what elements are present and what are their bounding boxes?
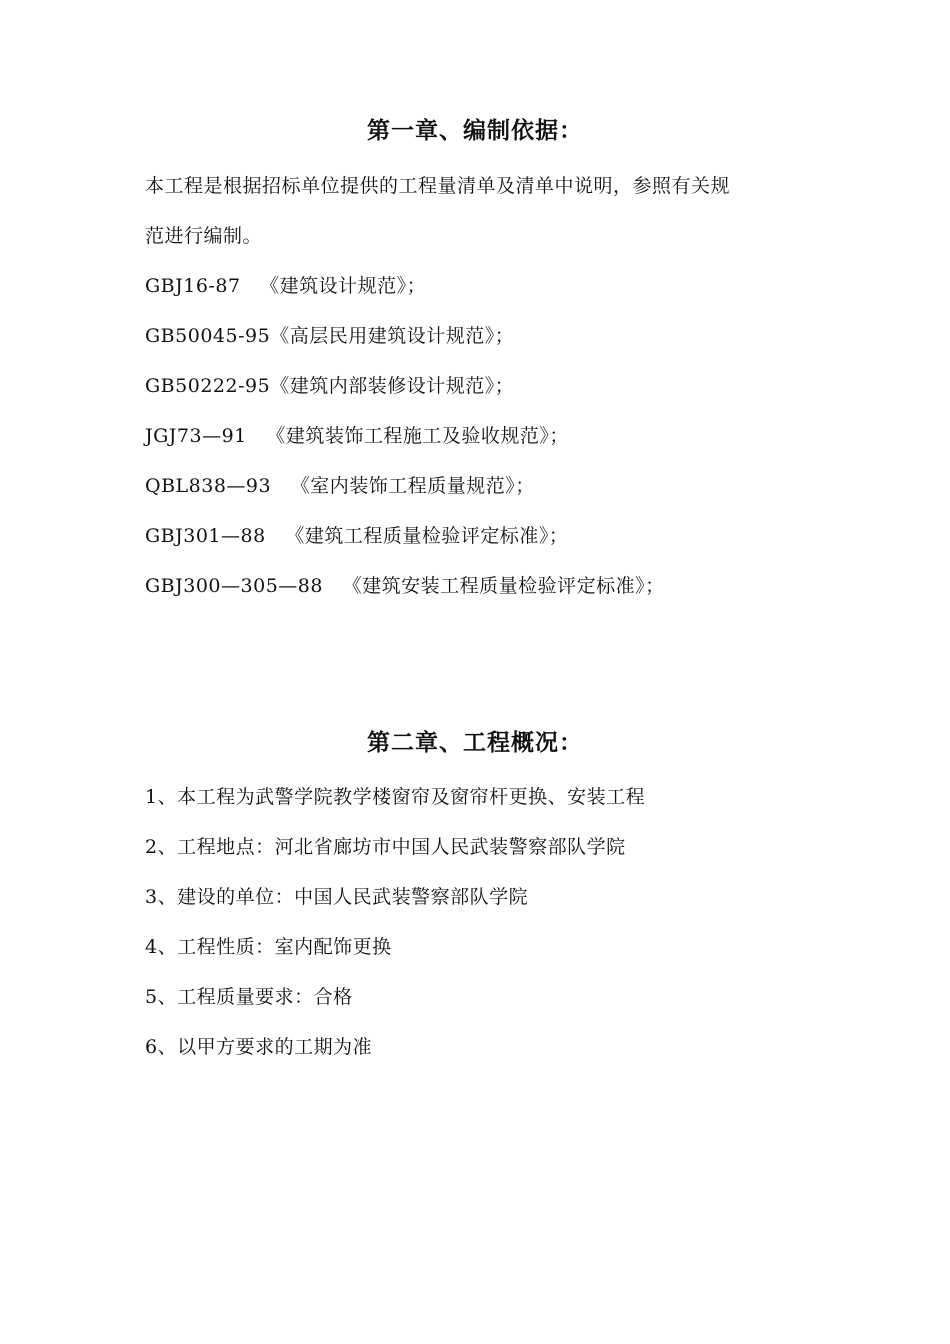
reference-item	[145, 322, 825, 350]
overview-item: 3、建设的单位：中国人民武装警察部队学院	[145, 886, 529, 908]
reference-item	[145, 472, 825, 500]
reference-item	[145, 422, 825, 450]
reference-code: GB50045-95	[145, 325, 271, 347]
reference-code: GBJ301—88	[145, 525, 266, 547]
overview-item: 4、工程性质：室内配饰更换	[145, 936, 392, 958]
reference-name: 《建筑设计规范》；	[260, 275, 427, 297]
chapter1-title: 第一章、编制依据：	[367, 118, 583, 144]
overview-item: 6、以甲方要求的工期为准	[145, 1036, 373, 1058]
reference-code: QBL838—93	[145, 475, 272, 497]
reference-item	[145, 522, 825, 550]
overview-item: 2、工程地点：河北省廊坊市中国人民武装警察部队学院	[145, 836, 626, 858]
reference-name: 《建筑内部装修设计规范》；	[270, 375, 515, 397]
reference-name: 《建筑安装工程质量检验评定标准》；	[342, 575, 665, 597]
reference-name: 《建筑工程质量检验评定标准》；	[285, 525, 569, 547]
reference-code: JGJ73—91	[145, 425, 247, 447]
reference-name: 《建筑装饰工程施工及验收规范》；	[266, 425, 569, 447]
reference-gap	[247, 425, 267, 447]
reference-name: 《高层民用建筑设计规范》；	[270, 325, 515, 347]
reference-code: GB50222-95	[145, 375, 271, 397]
chapter2-title: 第二章、工程概况：	[367, 730, 583, 756]
overview-item: 1、本工程为武警学院教学楼窗帘及窗帘杆更换、安装工程	[145, 786, 646, 808]
reference-gap	[266, 525, 286, 547]
reference-gap	[323, 575, 343, 597]
reference-item	[145, 272, 825, 300]
reference-item	[145, 572, 825, 600]
chapter1-intro-line1: 本工程是根据招标单位提供的工程量清单及清单中说明，参照有关规	[145, 175, 731, 197]
reference-code: GBJ300—305—88	[145, 575, 323, 597]
reference-name: 《室内装饰工程质量规范》；	[290, 475, 535, 497]
reference-code: GBJ16-87	[145, 275, 241, 297]
reference-gap	[271, 475, 291, 497]
overview-item: 5、工程质量要求：合格	[145, 986, 353, 1008]
reference-item	[145, 372, 825, 400]
chapter1-intro-line2: 范进行编制。	[145, 225, 263, 247]
reference-gap	[241, 275, 261, 297]
